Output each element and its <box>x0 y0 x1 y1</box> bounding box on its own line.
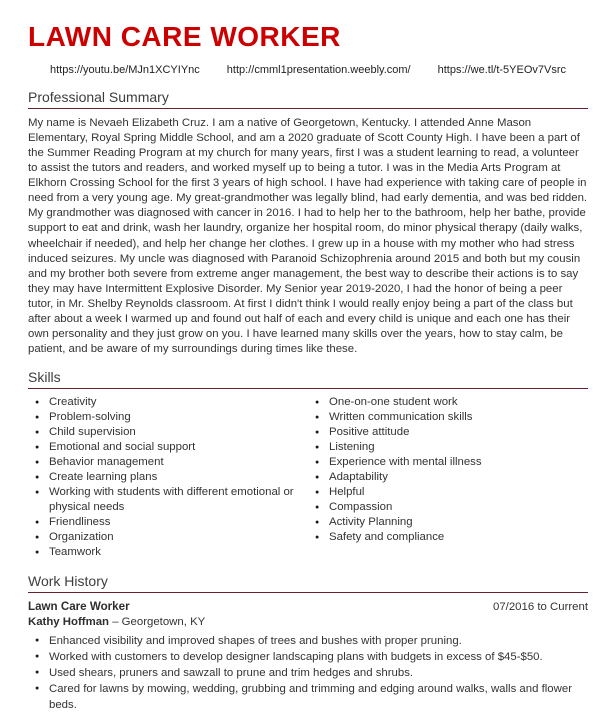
skill-item: ● Adaptability <box>308 470 588 485</box>
job-header-row <box>28 599 588 615</box>
skill-item: ● Teamwork <box>28 545 308 560</box>
skill-item: ● Written communication skills <box>308 410 588 425</box>
skill-item: ● Child supervision <box>28 425 308 440</box>
skill-item: ● Listening <box>308 440 588 455</box>
skill-item: ● Emotional and social support <box>28 440 308 455</box>
skill-item: ● Safety and compliance <box>308 530 588 545</box>
job-dates: 07/2016 to Current <box>493 601 588 614</box>
skill-item: ● Friendliness <box>28 515 308 530</box>
skill-item: ● Creativity <box>28 395 308 410</box>
page-title: LAWN CARE WORKER <box>28 21 341 52</box>
job-bullet-list <box>28 633 588 713</box>
skills-columns <box>28 395 588 560</box>
job-location: – Georgetown, KY <box>112 616 206 629</box>
skill-item: ● Activity Planning <box>308 515 588 530</box>
skill-item: ● Behavior management <box>28 455 308 470</box>
job-bullet: ● Worked with customers to develop designer landscaping plans with budgets in excess of $45-$50. <box>28 649 588 665</box>
job-bullet: ● Cared for lawns by mowing, wedding, grubbing and trimming and edging around walks, walls and flower beds. <box>28 681 588 713</box>
skill-item: ● Compassion <box>308 500 588 515</box>
link-youtube: https://youtu.be/MJn1XCYIYnc <box>49 63 200 76</box>
skill-item: ● Working with students with different emotional or physical needs <box>28 485 308 515</box>
skill-item: ● Create learning plans <box>28 470 308 485</box>
work-history-section <box>28 573 588 713</box>
section-heading-work-history: Work History <box>28 573 588 593</box>
link-weebly: http://cmml1presentation.weebly.com/ <box>226 63 411 76</box>
job-bullet: ● Enhanced visibility and improved shapes of trees and bushes with proper pruning. <box>28 633 588 649</box>
skill-item: ● Organization <box>28 530 308 545</box>
skill-item: ● Positive attitude <box>308 425 588 440</box>
skills-list-right <box>308 395 588 545</box>
job-bullet: ● Used shears, pruners and sawzall to prune and trim hedges and shrubs. <box>28 665 588 681</box>
section-heading-professional-summary: Professional Summary <box>28 89 588 109</box>
skill-item: ● Problem-solving <box>28 410 308 425</box>
skill-item: ● Helpful <box>308 485 588 500</box>
job-title: Lawn Care Worker <box>28 600 130 614</box>
skills-column-right <box>308 395 588 560</box>
skill-item: ● One-on-one student work <box>308 395 588 410</box>
contact-links-row <box>28 64 588 76</box>
skills-list-left <box>28 395 308 560</box>
skill-item: ● Experience with mental illness <box>308 455 588 470</box>
job-employer: Kathy Hoffman <box>28 616 110 629</box>
skills-column-left <box>28 395 308 560</box>
section-heading-skills: Skills <box>28 369 588 389</box>
link-wetransfer: https://we.tl/t-5YEOv7Vsrc <box>437 63 566 76</box>
job-employer-line <box>28 615 588 630</box>
professional-summary-text: My name is Nevaeh Elizabeth Cruz. I am a native of Georgetown, Kentucky. I attended Anne Mason Elementary, Royal Spring Middle School, and am a 2020 graduate of Scott County High. I have been a part of the Summer Reading Program at my church for many years, first I was a student learning to read, a volunteer to assist the tutors and readers, and worked myself up to being a tutor. I was in the Media Arts Program at Elkhorn Crossing School for the first 3 years of high school. I have had experience with taking care of people in need from a very young age. My great-grandmother was legally blind, had early dementia, and was bed ridden. My grandmother was diagnosed with cancer in 2016. I had to help her to the bathroom, help her bathe, provide support to eat and drink, wash her laundry, organize her hospital room, do minor physical therapy (daily walks, wheelchair if needed), and help her change her clothes. I grew up in a house with my mother who had stress induced seizures. My uncle was diagnosed with Paranoid Schizophrenia around 2015 and both but my cousin and my brother both severe from extreme anger management, the best way to describe their actions is to say they may have Intermittent Explosive Disorder. My Senior year 2019-2020, I had the honor of being a peer tutor, in Mr. Shelby Reynolds classroom. At first I didn't think I would really enjoy being a part of the class but after about a week I warmed up and found out half of each and every child is unique and each one has their own personality and they just grow on you. I have learned many skills over the years, how to stay calm, be patient, and be aware of my surroundings during times like these. <box>28 116 588 356</box>
professional-summary-section <box>28 89 588 358</box>
skills-section <box>28 369 588 560</box>
